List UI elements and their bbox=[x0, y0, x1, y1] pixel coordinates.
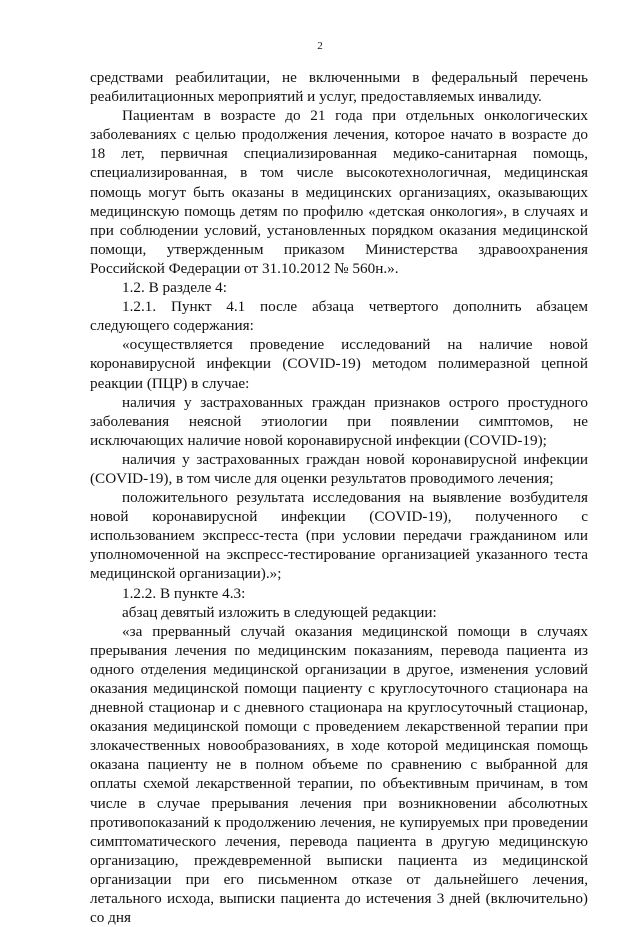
paragraph-interrupted-case: «за прерванный случай оказания медицинской помощи в случаях прерывания лечения по медицинским показаниям, перевода пациента из одного отделения медицинской организации в другое, изменения условий оказания медицинской помощи пациенту с круглосуточного стационара на дневной стационар и с дневного стационара на круглосуточный стационар, оказания медицинской помощи с проведением лекарственной терапии при злокачественных новообразованиях, в ходе которой медицинская помощь оказана пациенту не в полном объеме по сравнению с выбранной для оплаты схемой лекарственной терапии, по объективным причинам, в том числе в случае прерывания лечения при возникновении абсолютных противопоказаний к продолжению лечения, не купируемых при проведении симптоматического лечения, перевода пациента в другую медицинскую организацию, преждевременной выписки пациента из медицинской организации при его письменном отказе от дальнейшего лечения, летального исхода, выписки пациента до истечения 3 дней (включительно) со дня bbox=[90, 622, 588, 927]
page-number: 2 bbox=[317, 40, 323, 52]
paragraph-covid-confirmed: наличия у застрахованных граждан новой коронавирусной инфекции (COVID-19), в том числе для оценки результатов проводимого лечения; bbox=[90, 450, 588, 487]
paragraph-ninth-abzac: абзац девятый изложить в следующей редакции: bbox=[122, 603, 437, 621]
paragraph-section-4: 1.2. В разделе 4: bbox=[122, 279, 227, 297]
paragraph-item-1-2-2: 1.2.2. В пункте 4.3: bbox=[122, 584, 246, 602]
paragraph-pcr-testing: «осуществляется проведение исследований на наличие новой коронавирусной инфекции (COVID-19) методом полимеразной цепной реакции (ПЦР) в случае: bbox=[90, 336, 588, 392]
paragraph-express-test: положительного результата исследования на выявление возбудителя новой коронавирусной инфекции (COVID-19), полученного с использованием экспресс-теста (при условии передачи гражданином или уполномоченной на экспресс-тестирование организацией указанного теста медицинской организации).»; bbox=[90, 489, 588, 583]
paragraph-symptoms: наличия у застрахованных граждан признаков острого простудного заболевания неясной этиологии при появлении симптомов, не исключающих наличие новой коронавирусной инфекции (COVID-19); bbox=[90, 393, 588, 449]
document-body bbox=[90, 68, 588, 927]
paragraph-rehabilitation-continuation: средствами реабилитации, не включенными в федеральный перечень реабилитационных мероприятий и услуг, предоставляемых инвалиду. bbox=[90, 69, 588, 106]
paragraph-oncology-patients: Пациентам в возрасте до 21 года при отдельных онкологических заболеваниях с целью продолжения лечения, которое начато в возрасте до 18 лет, первичная специализированная медико-санитарная помощь, специализированная, в том числе высокотехнологичная, медицинская помощь могут быть оказаны в медицинских организациях, оказывающих медицинскую помощь детям по профилю «детская онкология», в случаях и при соблюдении условий, установленных порядком оказания медицинской помощи, утвержденным приказом Министерства здравоохранения Российской Федерации от 31.10.2012 № 560н.». bbox=[90, 107, 588, 277]
paragraph-item-1-2-1: 1.2.1. Пункт 4.1 после абзаца четвертого дополнить абзацем следующего содержания: bbox=[90, 298, 588, 335]
